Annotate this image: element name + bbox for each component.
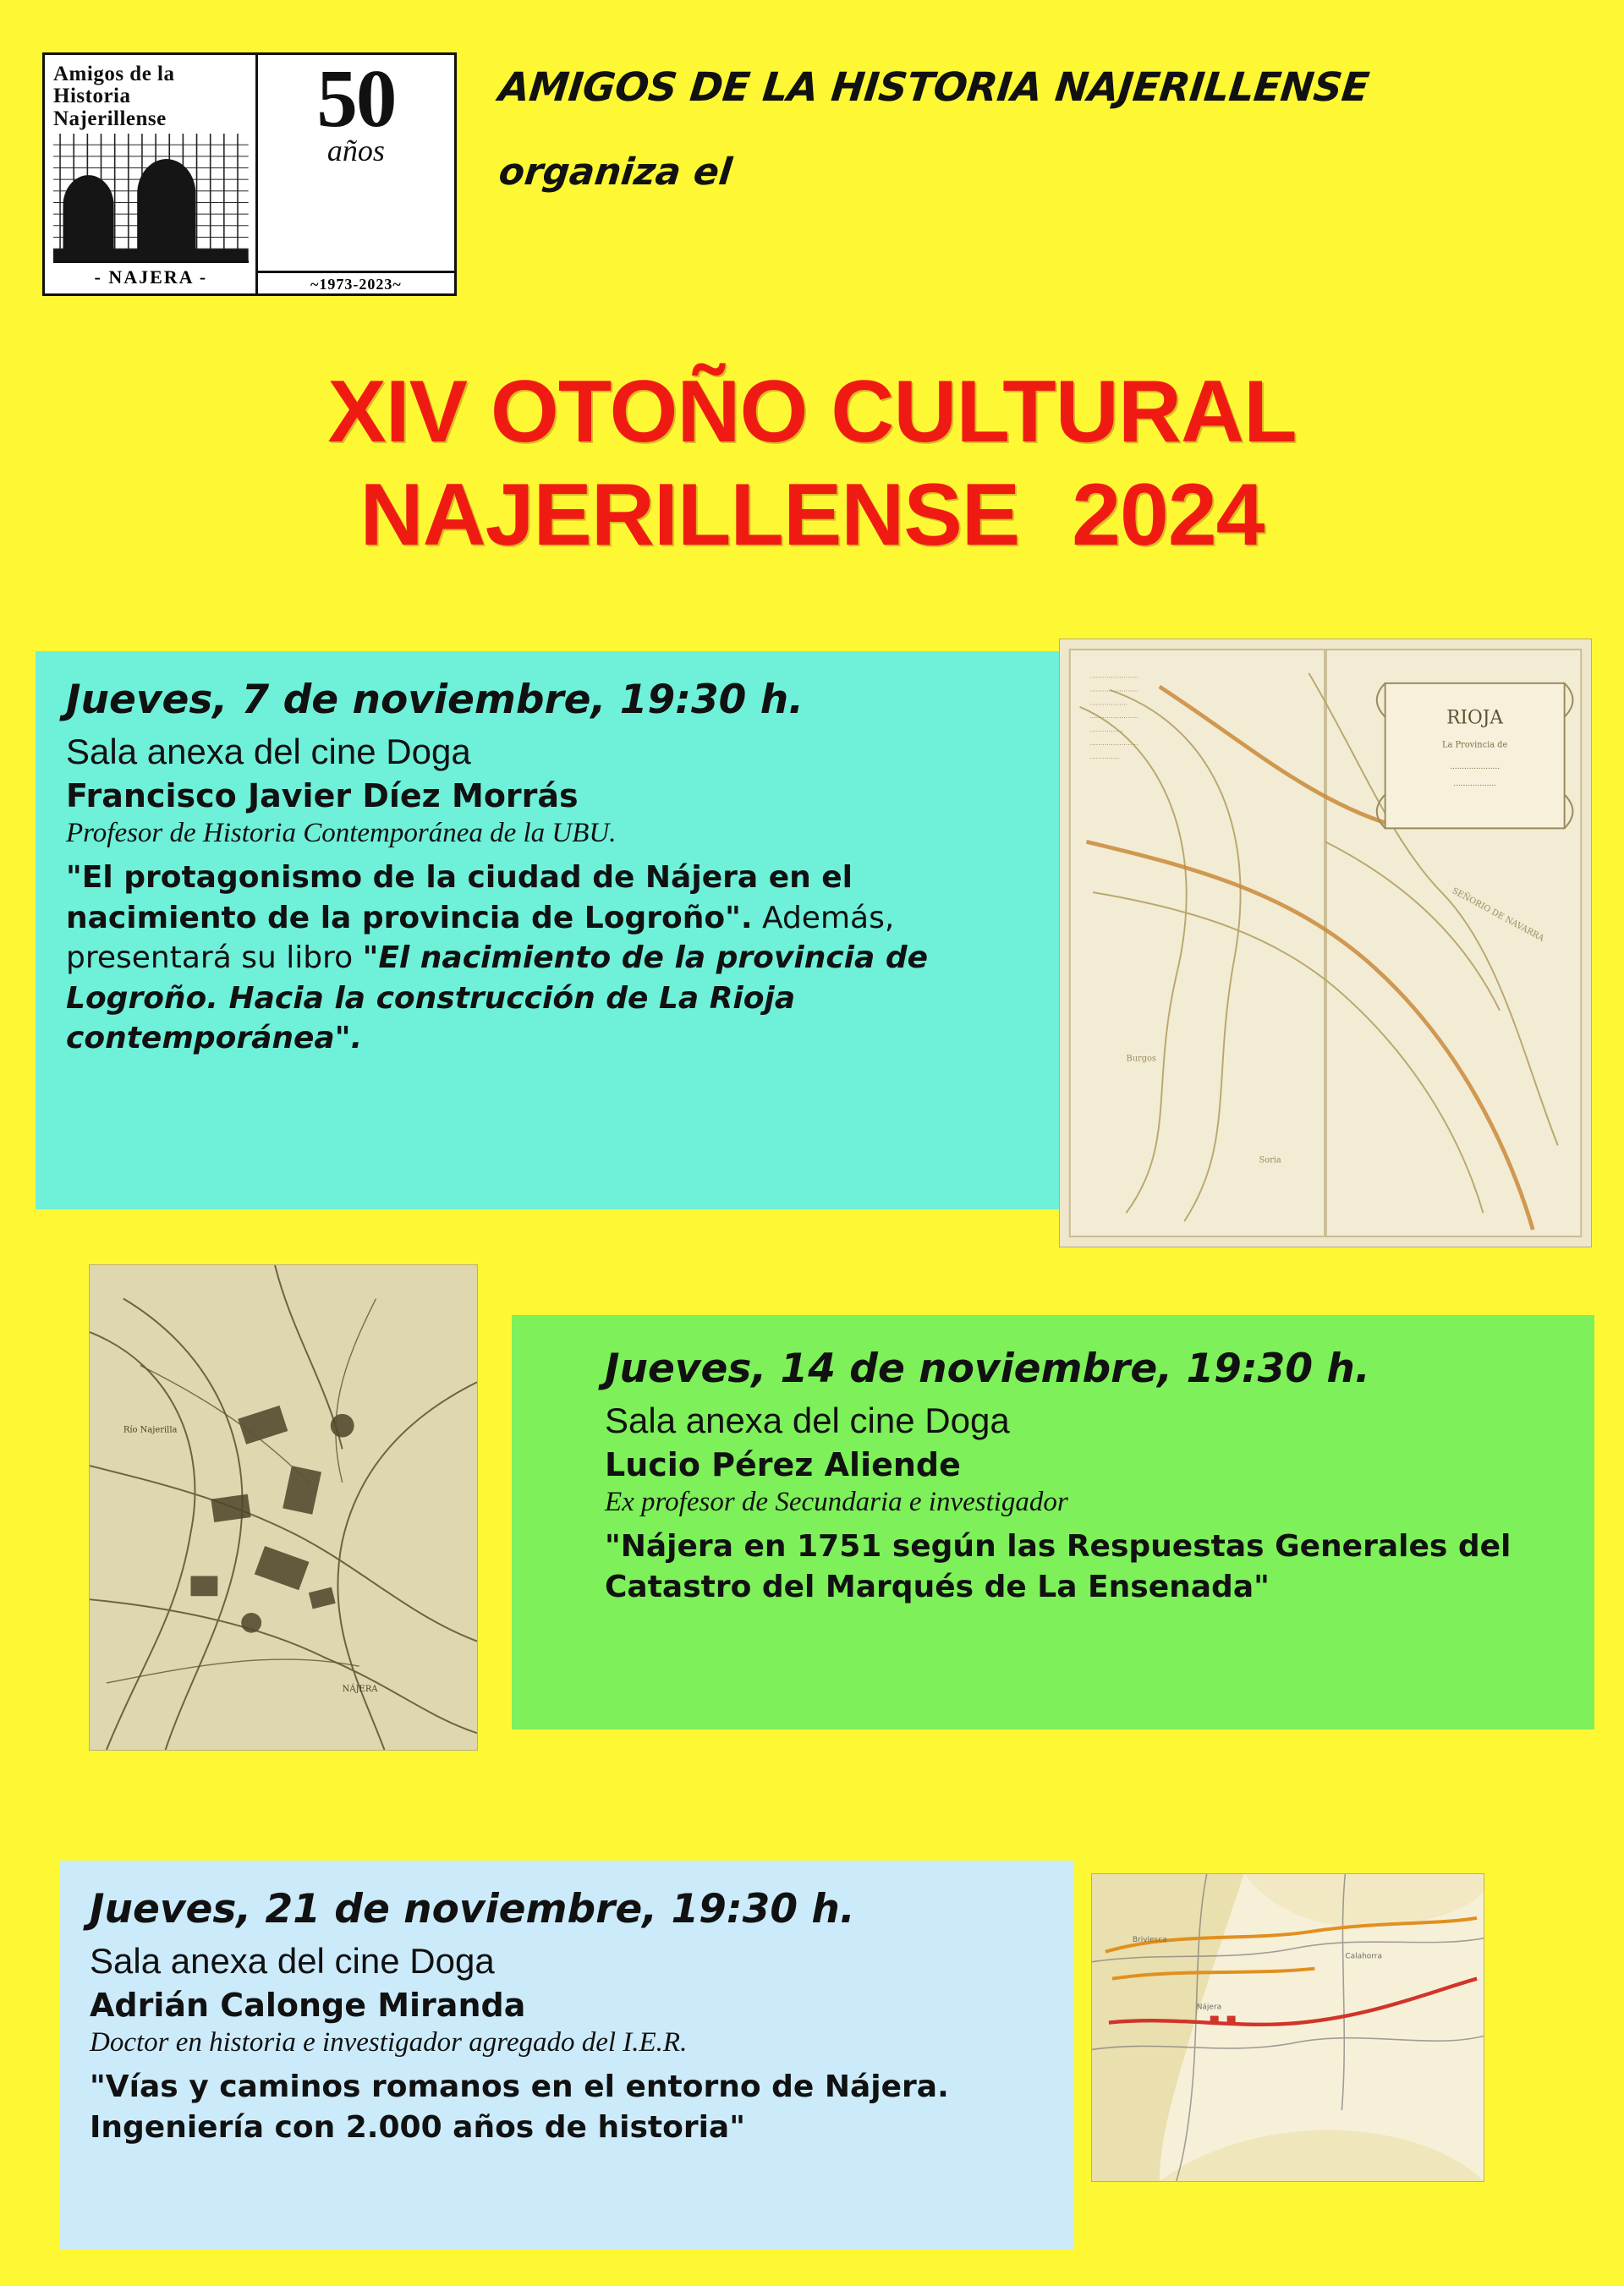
session-speaker: Francisco Javier Díez Morrás xyxy=(66,777,579,814)
svg-text:·······················: ······················· xyxy=(1089,741,1138,749)
title-line-1: XIV OTOÑO CULTURAL xyxy=(327,363,1297,461)
logo-anniversary-word: años xyxy=(326,134,385,168)
session-1-image xyxy=(1059,639,1592,1247)
svg-text:Río Najerilla: Río Najerilla xyxy=(123,1425,178,1435)
svg-text:·······················: ······················· xyxy=(1089,687,1138,695)
session-speaker-role: Ex profesor de Secundaria e investigador xyxy=(605,1487,1068,1517)
logo-org-name: Amigos de la Historia Najerillense xyxy=(53,63,175,130)
header-organiza-line: organiza el xyxy=(497,151,734,194)
title-line-2: NAJERILLENSE xyxy=(359,466,1020,565)
header-organization-line: AMIGOS DE LA HISTORIA NAJERILLENSE xyxy=(497,64,1371,111)
svg-text:Briviesca: Briviesca xyxy=(1132,1935,1167,1944)
session-date: Jueves, 7 de noviembre, 19:30 h. xyxy=(66,677,804,723)
organization-logo xyxy=(42,52,457,296)
title-year: 2024 xyxy=(1072,466,1265,565)
session-description-title: "Nájera en 1751 según las Respuestas Generales del Catastro del Marqués de La Ensenada" xyxy=(605,1529,1512,1604)
svg-text:·······················: ······················· xyxy=(1089,714,1138,722)
logo-anniversary-number: 50 xyxy=(316,53,396,144)
svg-text:SEÑORIO DE NAVARRA: SEÑORIO DE NAVARRA xyxy=(1450,886,1546,944)
session-date: Jueves, 14 de noviembre, 19:30 h. xyxy=(605,1346,1370,1392)
logo-city: - NAJERA - xyxy=(53,260,249,288)
session-description xyxy=(90,2067,1044,2147)
svg-text:·······················: ······················· xyxy=(1089,673,1138,682)
svg-text:Burgos: Burgos xyxy=(1126,1054,1156,1064)
session-block-3 xyxy=(59,1861,1074,2250)
session-venue: Sala anexa del cine Doga xyxy=(90,1941,495,1981)
session-description-connector: Además, presentará su libro xyxy=(66,900,895,976)
session-date: Jueves, 21 de noviembre, 19:30 h. xyxy=(90,1886,855,1932)
session-speaker: Lucio Pérez Aliende xyxy=(605,1446,961,1483)
session-venue: Sala anexa del cine Doga xyxy=(66,732,471,771)
session-block-2 xyxy=(512,1315,1594,1730)
svg-text:Calahorra: Calahorra xyxy=(1345,1952,1383,1961)
svg-text:NÁJERA: NÁJERA xyxy=(342,1684,378,1694)
session-2-image xyxy=(89,1264,478,1751)
session-description xyxy=(605,1527,1569,1607)
session-speaker: Adrián Calonge Miranda xyxy=(90,1987,526,2024)
svg-text:Soria: Soria xyxy=(1259,1155,1281,1165)
bridge-arches-icon xyxy=(53,134,249,260)
poster-header xyxy=(34,52,1590,298)
svg-text:··················: ·················· xyxy=(1453,781,1496,791)
svg-text:················: ················ xyxy=(1089,727,1124,736)
session-3-image xyxy=(1091,1873,1484,2182)
svg-text:··············: ·············· xyxy=(1089,754,1120,763)
session-description-title: "Vías y caminos romanos en el entorno de Nájera. Ingeniería con 2.000 años de historia" xyxy=(90,2069,949,2145)
session-description-book: "El nacimiento de la provincia de Logroño. Hacia la construcción de La Rioja contemporánea". xyxy=(66,940,929,1056)
session-speaker-role: Profesor de Historia Contemporánea de la UBU. xyxy=(66,818,617,848)
session-description-title: "El protagonismo de la ciudad de Nájera en el nacimiento de la provincia de Logroño". xyxy=(66,860,853,935)
logo-right-panel xyxy=(258,55,454,293)
svg-text:·····················: ····················· xyxy=(1450,765,1501,774)
session-description xyxy=(66,858,1033,1059)
svg-text:Nájera: Nájera xyxy=(1196,2003,1222,2012)
svg-text:RIOJA: RIOJA xyxy=(1446,707,1503,729)
page-title xyxy=(0,364,1624,564)
session-speaker-role: Doctor en historia e investigador agregado del I.E.R. xyxy=(90,2027,688,2058)
logo-left-panel xyxy=(45,55,258,293)
svg-text:La Provincia de: La Provincia de xyxy=(1442,740,1508,750)
session-venue: Sala anexa del cine Doga xyxy=(605,1401,1010,1440)
logo-anniversary-years: ~1973-2023~ xyxy=(258,271,454,293)
svg-text:··················: ·················· xyxy=(1089,700,1128,709)
session-block-1 xyxy=(36,651,1063,1209)
